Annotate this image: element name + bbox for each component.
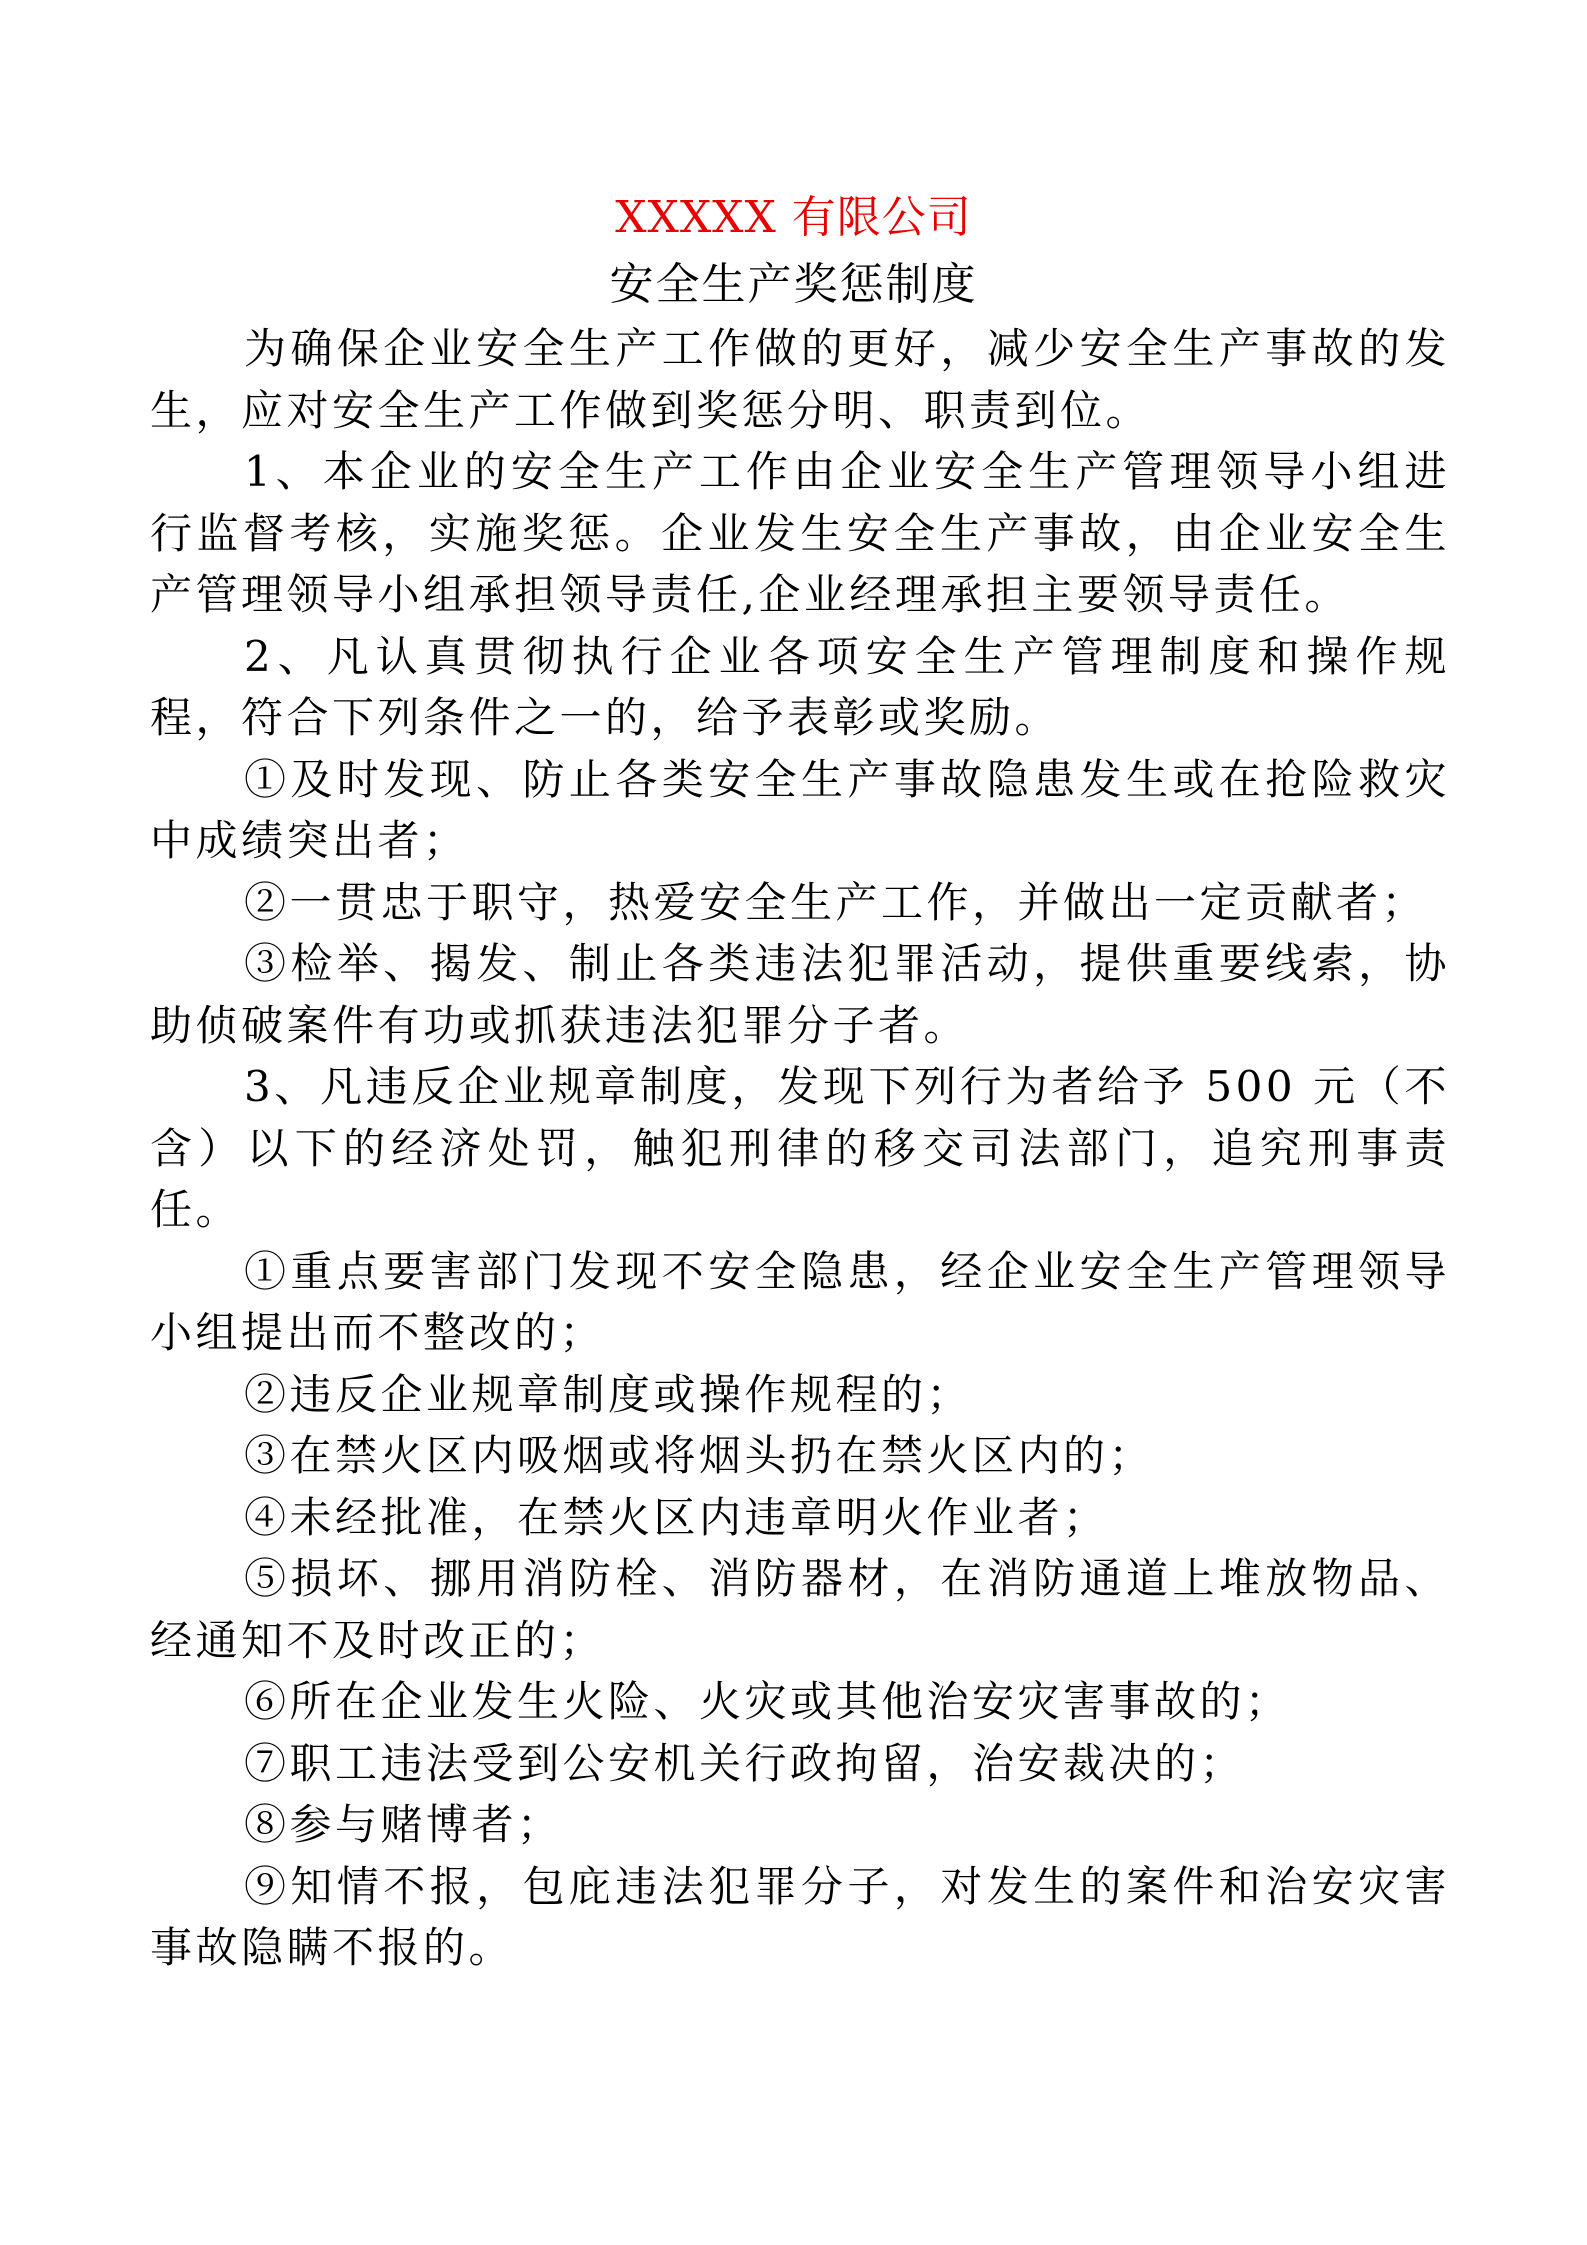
clause-1-paragraph: 1、本企业的安全生产工作由企业安全生产管理领导小组进行监督考核，实施奖惩。企业发生安全生产事故，由企业安全生产管理领导小组承担领导责任,企业经理承担主要领导责任。 (150, 447, 1450, 619)
reward-item-1: ①及时发现、防止各类安全生产事故隐患发生或在抢险救灾中成绩突出者； (150, 754, 1450, 865)
reward-item-3: ③检举、揭发、制止各类违法犯罪活动，提供重要线索，协助侦破案件有功或抓获违法犯罪分子者。 (150, 939, 1450, 1050)
penalty-item-5: ⑤损坏、挪用消防栓、消防器材，在消防通道上堆放物品、经通知不及时改正的； (150, 1554, 1450, 1665)
penalty-item-9: ⑨知情不报，包庇违法犯罪分子，对发生的案件和治安灾害事故隐瞒不报的。 (150, 1861, 1450, 1972)
penalty-item-2: ②违反企业规章制度或操作规程的； (244, 1369, 973, 1419)
clause-2-paragraph: 2、凡认真贯彻执行企业各项安全生产管理制度和操作规程，符合下列条件之一的，给予表彰或奖励。 (150, 631, 1450, 742)
document-title: 安全生产奖惩制度 (609, 259, 978, 310)
penalty-item-4: ④未经批准，在禁火区内违章明火作业者； (244, 1492, 1109, 1542)
intro-paragraph: 为确保企业安全生产工作做的更好，减少安全生产事故的发生，应对安全生产工作做到奖惩分明、职责到位。 (150, 324, 1450, 435)
penalty-item-1: ①重点要害部门发现不安全隐患，经企业安全生产管理领导小组提出而不整改的； (150, 1246, 1450, 1357)
penalty-item-8: ⑧参与赌博者； (244, 1800, 563, 1849)
document-body (150, 318, 1450, 1979)
penalty-item-6: ⑥所在企业发生火险、火灾或其他治安灾害事故的； (244, 1677, 1291, 1726)
clause-3-paragraph: 3、凡违反企业规章制度，发现下列行为者给予 500 元（不含）以下的经济处罚，触犯刑律的移交司法部门，追究刑事责任。 (150, 1062, 1450, 1234)
penalty-item-7: ⑦职工违法受到公安机关行政拘留，治安裁决的； (244, 1738, 1246, 1788)
penalty-item-3: ③在禁火区内吸烟或将烟头扔在禁火区内的； (244, 1431, 1155, 1480)
company-title: XXXXX 有限公司 (615, 192, 972, 243)
reward-item-2: ②一贯忠于职守，热爱安全生产工作，并做出一定贡献者； (244, 877, 1428, 927)
